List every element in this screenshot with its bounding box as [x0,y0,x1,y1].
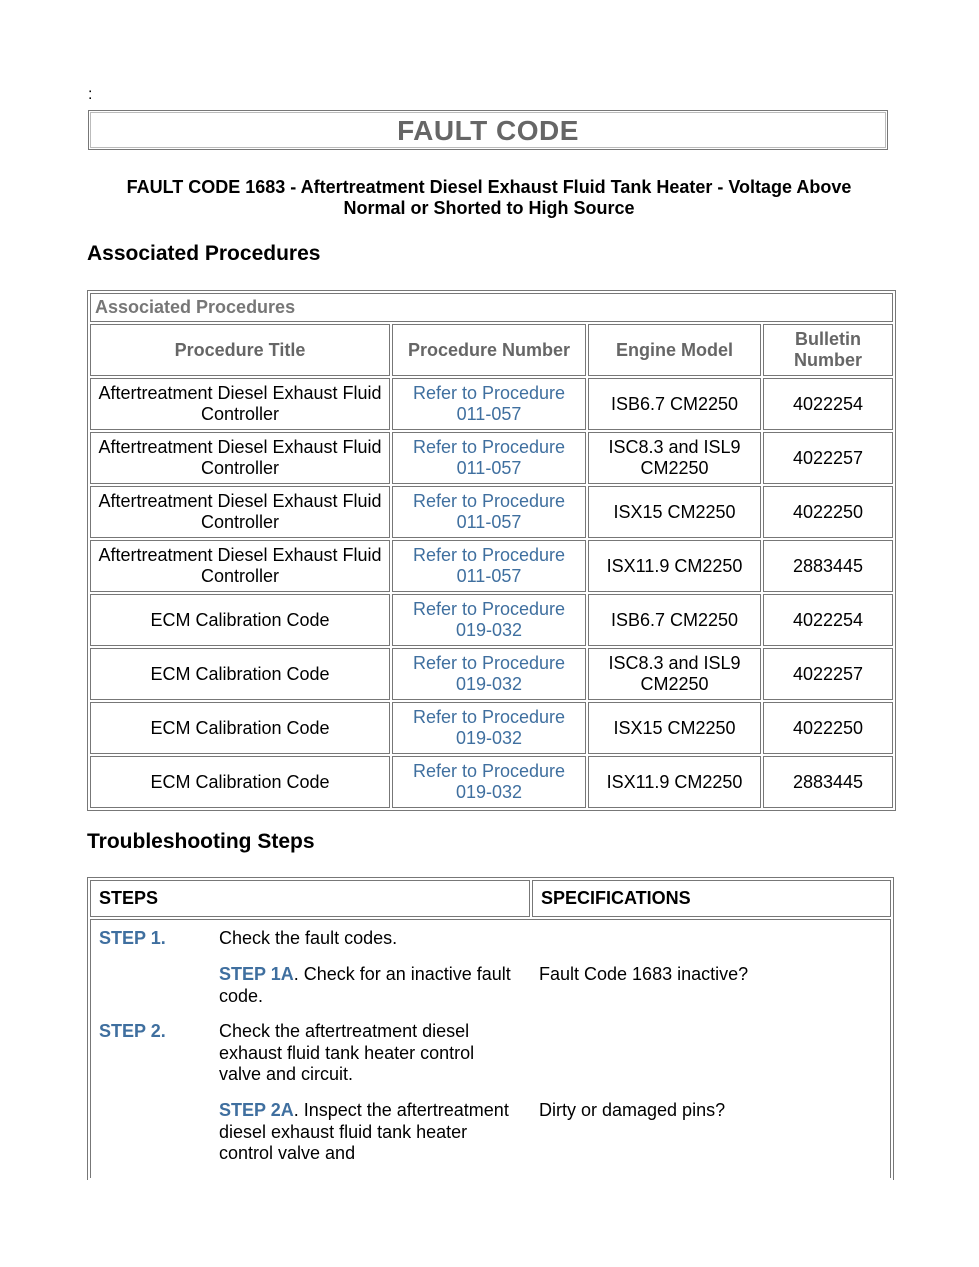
step-1a-text [219,964,519,1007]
col-header-specifications: SPECIFICATIONS [532,880,891,917]
cell-title: ECM Calibration Code [90,756,390,808]
table-caption: Associated Procedures [90,293,893,322]
step-1a-label[interactable]: STEP 1A [219,964,294,984]
step-2a-description: . Inspect the aftertreatment diesel exhaust fluid tank heater control valve and [219,1100,509,1163]
table-row [90,756,893,808]
cell-bulletin: 4022257 [763,432,893,484]
cell-bulletin: 2883445 [763,540,893,592]
associated-procedures-table [87,290,896,811]
cell-title: Aftertreatment Diesel Exhaust Fluid Controller [90,432,390,484]
step-1-text: Check the fault codes. [219,928,398,948]
table-row [90,540,893,592]
procedure-link[interactable]: Refer to Procedure 011-057 [392,378,586,430]
procedure-link[interactable]: Refer to Procedure 019-032 [392,702,586,754]
col-header-steps: STEPS [90,880,530,917]
col-header-procedure-number: Procedure Number [392,324,586,376]
cell-title: ECM Calibration Code [90,648,390,700]
table-row [90,486,893,538]
page-colon: : [88,86,93,103]
cell-bulletin: 2883445 [763,756,893,808]
cell-engine: ISB6.7 CM2250 [588,594,761,646]
procedure-link[interactable]: Refer to Procedure 011-057 [392,486,586,538]
cell-engine: ISX15 CM2250 [588,486,761,538]
col-header-engine-model: Engine Model [588,324,761,376]
col-header-procedure-title: Procedure Title [90,324,390,376]
cell-bulletin: 4022250 [763,486,893,538]
troubleshooting-steps-heading: Troubleshooting Steps [87,830,315,853]
procedure-link[interactable]: Refer to Procedure 011-057 [392,540,586,592]
step-2-label[interactable]: STEP 2. [99,1021,166,1041]
procedure-link[interactable]: Refer to Procedure 019-032 [392,648,586,700]
table-row [90,432,893,484]
step-2a-label[interactable]: STEP 2A [219,1100,294,1120]
step-1a-spec: Fault Code 1683 inactive? [539,964,749,984]
banner-title: FAULT CODE [397,115,579,146]
procedure-link[interactable]: Refer to Procedure 019-032 [392,594,586,646]
cell-title: ECM Calibration Code [90,702,390,754]
step-2a-text [219,1100,515,1165]
troubleshooting-table [87,877,894,1180]
cell-title: Aftertreatment Diesel Exhaust Fluid Controller [90,486,390,538]
cell-bulletin: 4022250 [763,702,893,754]
fault-code-title [88,177,890,219]
steps-body [90,919,891,1178]
cell-title: ECM Calibration Code [90,594,390,646]
table-row [90,648,893,700]
table-row [90,702,893,754]
associated-procedures-heading: Associated Procedures [87,242,321,265]
cell-title: Aftertreatment Diesel Exhaust Fluid Controller [90,540,390,592]
cell-engine: ISX15 CM2250 [588,702,761,754]
cell-title: Aftertreatment Diesel Exhaust Fluid Controller [90,378,390,430]
procedure-link[interactable]: Refer to Procedure 019-032 [392,756,586,808]
step-1a-description: . Check for an inactive fault code. [219,964,511,1006]
step-2a-spec: Dirty or damaged pins? [539,1100,726,1120]
step-2-text: Check the aftertreatment diesel exhaust fluid tank heater control valve and circuit. [219,1021,475,1084]
cell-engine: ISB6.7 CM2250 [588,378,761,430]
cell-bulletin: 4022254 [763,378,893,430]
step-1-label[interactable]: STEP 1. [99,928,166,948]
cell-bulletin: 4022254 [763,594,893,646]
fault-code-title-line2: Normal or Shorted to High Source [343,198,635,218]
cell-engine: ISC8.3 and ISL9 CM2250 [588,432,761,484]
cell-engine: ISC8.3 and ISL9 CM2250 [588,648,761,700]
fault-code-banner [88,110,888,150]
col-header-bulletin-number: Bulletin Number [763,324,893,376]
procedure-link[interactable]: Refer to Procedure 011-057 [392,432,586,484]
fault-code-title-line1: FAULT CODE 1683 - Aftertreatment Diesel Exhaust Fluid Tank Heater - Voltage Above [126,177,852,197]
cell-engine: ISX11.9 CM2250 [588,756,761,808]
table-row [90,378,893,430]
table-row [90,594,893,646]
cell-bulletin: 4022257 [763,648,893,700]
cell-engine: ISX11.9 CM2250 [588,540,761,592]
